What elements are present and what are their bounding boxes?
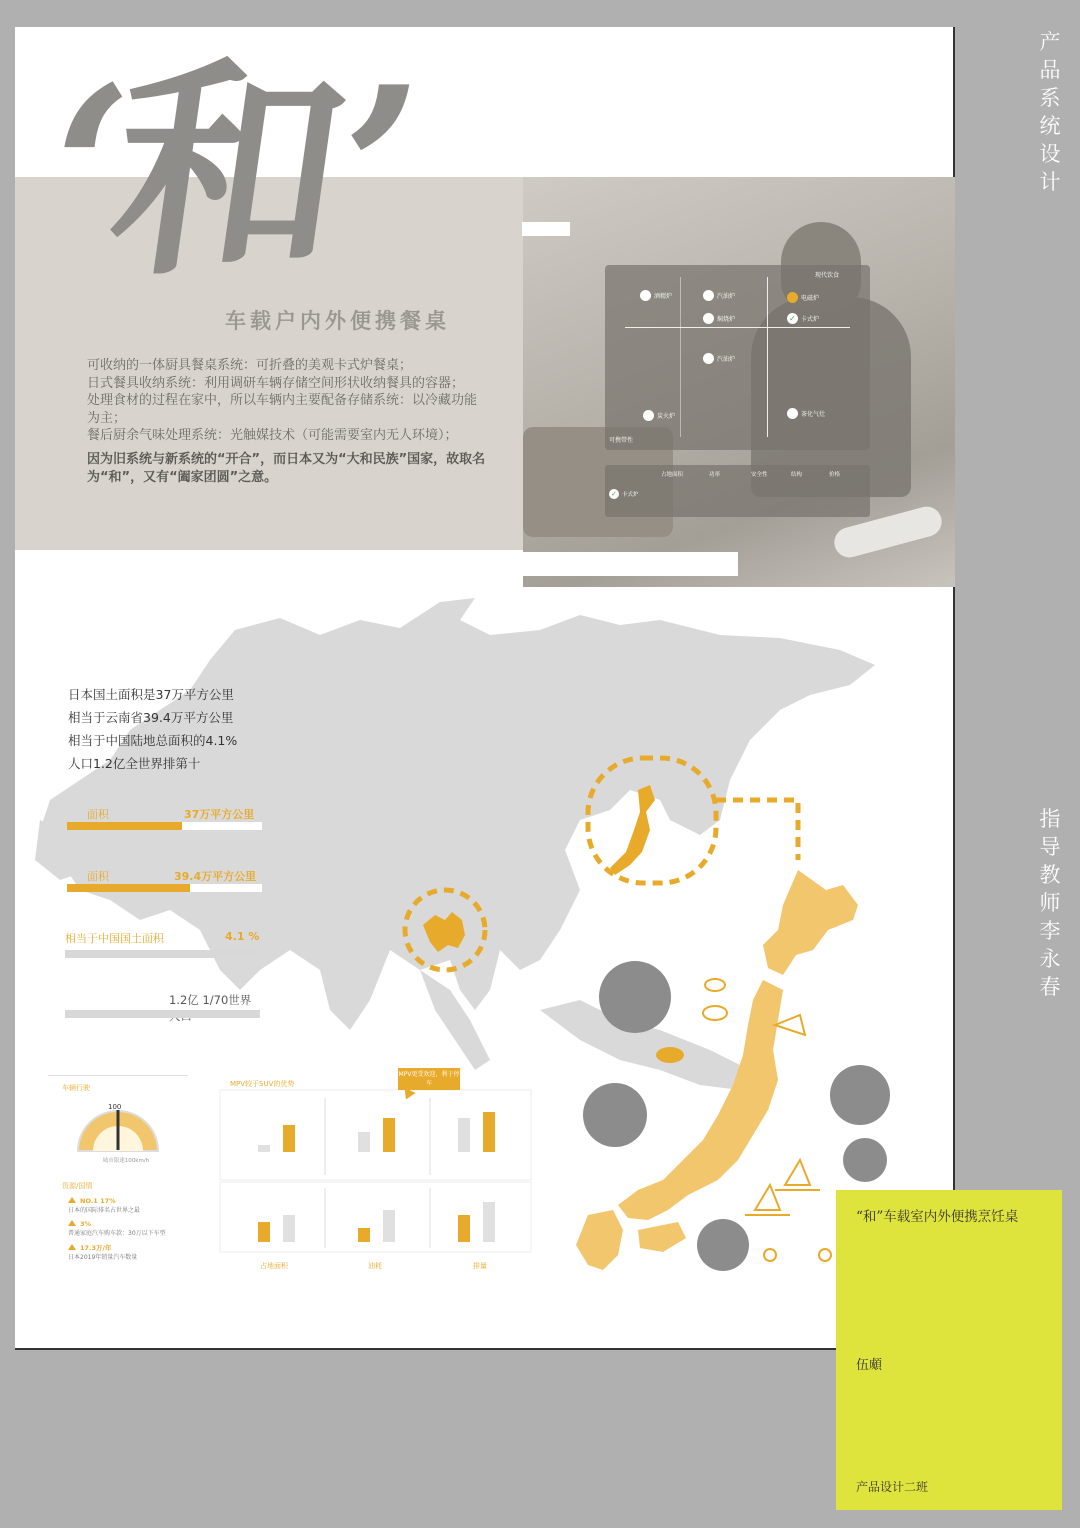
node-label: 电磁炉 bbox=[801, 295, 820, 302]
stat-label: 相当于中国国土面积 bbox=[65, 932, 164, 945]
matrix-node bbox=[703, 290, 735, 301]
matrix-header: 可携带性 bbox=[609, 437, 634, 444]
desc-line: 餐后厨余气味处理系统：光触媒技术（可能需要室内无人环境）； bbox=[87, 428, 458, 443]
gauge-caption: 城市限速100km/h bbox=[102, 1158, 150, 1164]
bar bbox=[483, 1112, 495, 1152]
node-label: 汽油炉 bbox=[717, 356, 736, 363]
bar bbox=[283, 1215, 295, 1242]
bubble bbox=[843, 1138, 887, 1182]
bar bbox=[383, 1118, 395, 1152]
matrix-axis-v bbox=[767, 277, 768, 437]
stat-value: 1.2亿 1/70世界 bbox=[169, 993, 252, 1007]
row-label: 卡式炉 bbox=[622, 492, 639, 498]
stove-matrix bbox=[605, 265, 870, 450]
bar bbox=[283, 1125, 295, 1152]
stat-value: 39.4万平方公里 bbox=[174, 870, 257, 883]
stat-fill bbox=[67, 884, 190, 892]
stat-value: 4.1 % bbox=[225, 930, 260, 943]
matrix-axis-h bbox=[625, 327, 850, 328]
dot-icon bbox=[643, 410, 654, 421]
dot-icon bbox=[703, 290, 714, 301]
stat-area-japan bbox=[67, 806, 262, 836]
bowl-icon bbox=[656, 1047, 684, 1063]
rank-text: 普通家庭汽车购车款：30万以下车型 bbox=[68, 1230, 166, 1237]
matrix-node bbox=[787, 292, 819, 303]
rank-head: 3% bbox=[80, 1220, 92, 1228]
photo-caption bbox=[523, 552, 738, 576]
triangle-icon bbox=[68, 1197, 76, 1203]
bowl-icon bbox=[705, 979, 725, 991]
description-text bbox=[87, 357, 487, 445]
desc-line: 处理食材的过程在家中，所以车辆内主要配备存储系统：以冷藏功能为主； bbox=[87, 393, 478, 426]
desc-line: 可收纳的一体厨具餐桌系统：可折叠的美观卡式炉餐桌； bbox=[87, 358, 413, 373]
poster-title-glyph: ‘和’ bbox=[26, 37, 425, 307]
triangle-icon bbox=[68, 1220, 76, 1226]
dot-icon bbox=[787, 408, 798, 419]
category-label: 排量 bbox=[473, 1262, 487, 1270]
list-item bbox=[68, 1220, 188, 1237]
stat-track bbox=[65, 1010, 260, 1018]
vertical-teacher: 指导教师李永春 bbox=[1039, 807, 1061, 999]
matrix-node bbox=[703, 353, 735, 364]
matrix-node bbox=[787, 408, 825, 419]
bar bbox=[383, 1210, 395, 1242]
stove-table bbox=[605, 465, 870, 517]
bar bbox=[458, 1215, 470, 1242]
description-bold: 因为旧系统与新系统的“开合”，而日本又为“大和民族”国家，故取名为“和”，又有“阖家团圆”之意。 bbox=[87, 452, 486, 485]
japan-facts bbox=[68, 683, 237, 775]
bar-title: MPV较于SUV的优势 bbox=[230, 1080, 295, 1088]
table-header: 结构 bbox=[791, 472, 803, 478]
photo-label bbox=[522, 222, 570, 236]
node-label: 汽油炉 bbox=[717, 293, 736, 300]
triangle-icon bbox=[68, 1244, 76, 1250]
info-card bbox=[836, 1190, 1062, 1510]
card-author: 伍䫆 bbox=[856, 1358, 883, 1373]
category-label: 占地面积 bbox=[260, 1262, 288, 1270]
mpv-callout: MPV更受欢迎，利于停车 bbox=[398, 1068, 460, 1090]
matrix-grid bbox=[680, 277, 681, 437]
bar bbox=[258, 1222, 270, 1242]
card-class: 产品设计二班 bbox=[856, 1480, 929, 1494]
bubble bbox=[830, 1065, 890, 1125]
bowl-icon bbox=[703, 1006, 727, 1020]
vegetable-icon bbox=[819, 1249, 831, 1261]
stat-population bbox=[65, 992, 260, 1022]
table-header: 价格 bbox=[829, 472, 841, 478]
mpv-bar-panel bbox=[218, 1070, 533, 1275]
check-icon: ✓ bbox=[609, 489, 619, 499]
car-widget-title: 车辆行驶 bbox=[62, 1084, 90, 1092]
bar bbox=[258, 1145, 270, 1152]
matrix-header: 现代饮食 bbox=[815, 272, 840, 279]
rank-text: 日本的国际排名占世界之最 bbox=[68, 1207, 141, 1214]
fish-icon bbox=[775, 1015, 805, 1035]
fact-line: 相当于中国陆地总面积的4.1% bbox=[68, 733, 238, 748]
matrix-node bbox=[643, 410, 675, 421]
table-header: 占地面积 bbox=[661, 472, 684, 478]
check-icon: ✓ bbox=[787, 313, 798, 324]
dot-icon bbox=[703, 313, 714, 324]
stat-value: 37万平方公里 bbox=[184, 808, 255, 821]
stat-fill bbox=[67, 822, 182, 830]
bubble bbox=[599, 961, 671, 1033]
gauge-value: 100 bbox=[108, 1103, 122, 1111]
table-header: 功率 bbox=[709, 472, 721, 478]
matrix-node bbox=[703, 313, 735, 324]
dot-icon bbox=[787, 292, 798, 303]
matrix-node bbox=[787, 313, 819, 324]
boat-icon bbox=[775, 1160, 820, 1190]
stat-track bbox=[65, 950, 258, 958]
table-header: 安全性 bbox=[751, 472, 768, 478]
bar bbox=[458, 1118, 470, 1152]
dot-icon bbox=[640, 290, 651, 301]
rank-list bbox=[48, 1181, 188, 1267]
bar bbox=[358, 1132, 370, 1152]
rank-text: 日本2019年销量汽车数量 bbox=[68, 1254, 138, 1261]
node-label: 酒精炉 bbox=[654, 293, 673, 300]
desc-line: 日式餐具收纳系统：利用调研车辆存储空间形状收纳餐具的容器； bbox=[87, 375, 465, 391]
poster-subtitle: 车载户内外便携餐桌 bbox=[225, 309, 450, 333]
connector-dashed bbox=[716, 800, 798, 860]
stat-area-yunnan bbox=[67, 868, 262, 898]
node-label: 茶化气灶 bbox=[801, 411, 826, 418]
matrix-node bbox=[640, 290, 672, 301]
stat-china-share bbox=[65, 930, 260, 960]
rank-title: 资源/国情 bbox=[62, 1182, 93, 1190]
rank-head: 17.3万/年 bbox=[80, 1244, 112, 1252]
bubble bbox=[583, 1083, 647, 1147]
card-title: “和”车载室内外便携烹饪桌 bbox=[856, 1209, 1019, 1225]
vertical-title: 产品系统设计 bbox=[1039, 30, 1061, 194]
bar bbox=[483, 1202, 495, 1242]
fact-line: 相当于云南省39.4万平方公里 bbox=[68, 710, 234, 725]
fact-line: 日本国土面积是37万平方公里 bbox=[68, 687, 234, 702]
list-item bbox=[68, 1243, 188, 1261]
table-row bbox=[609, 489, 639, 499]
list-item bbox=[68, 1197, 188, 1214]
fact-line: 人口1.2亿全世界排第十 bbox=[68, 756, 201, 771]
category-label: 油耗 bbox=[368, 1262, 382, 1270]
vegetable-icon bbox=[764, 1249, 776, 1261]
car-widget bbox=[48, 1075, 188, 1265]
bar bbox=[358, 1228, 370, 1242]
rank-head: NO.1 17% bbox=[80, 1197, 116, 1205]
stat-label: 面积 bbox=[87, 870, 109, 883]
dot-icon bbox=[703, 353, 714, 364]
bubble bbox=[697, 1219, 749, 1271]
node-label: 焖烧炉 bbox=[717, 316, 736, 323]
stat-label: 面积 bbox=[87, 808, 109, 821]
node-label: 炭火炉 bbox=[657, 413, 676, 420]
node-label: 卡式炉 bbox=[801, 316, 820, 323]
